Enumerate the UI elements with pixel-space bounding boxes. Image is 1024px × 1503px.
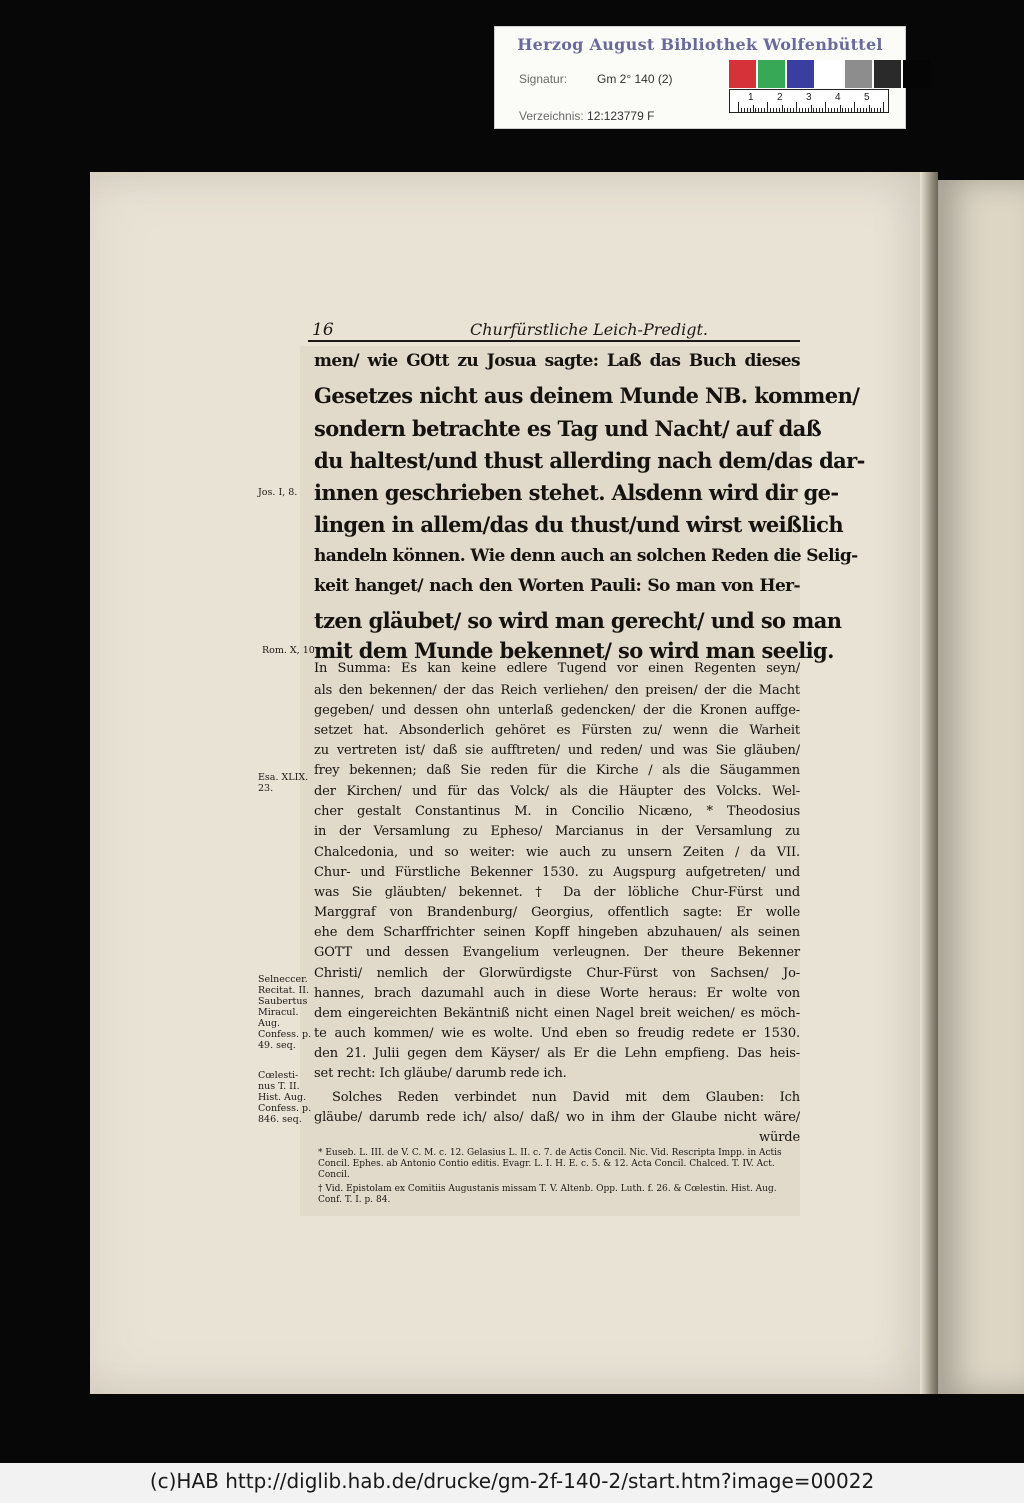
text-line: innen geschrieben stehet. Alsdenn wird dir ge- — [314, 480, 839, 505]
library-label-card — [494, 26, 906, 129]
text-line: dem eingereichten Bekäntniß nicht einen Nagel breit weichen/ es möch- — [314, 1006, 800, 1021]
text-line: setzet hat. Absonderlich gehöret es Fürsten zu/ wenn die Warheit — [314, 723, 800, 738]
color-swatch — [816, 60, 843, 88]
ruler-tick — [828, 108, 829, 112]
text-line: tzen gläubet/ so wird man gerecht/ und so man — [314, 608, 842, 633]
footnote-1: * Euseb. L. III. de V. C. M. c. 12. Gelasius L. II. c. 7. de Actis Concil. Nic. Vid. Rescripta Impp. in Actis Concil. Ephes. ab Antonio Contio editis. Evagr. L. I. H. E. c. 5. & 12. Acta Concil. Chalced. T. IV. Act. Concil. — [318, 1148, 782, 1180]
ruler-number: 1 — [748, 92, 754, 103]
ruler-tick — [793, 108, 794, 112]
color-swatch — [758, 60, 785, 88]
text-line: Chalcedonia, und so weiter: wie auch zu unsern Zeiten / da VII. — [314, 845, 800, 860]
text-line: mit dem Munde bekennet/ so wird man seelig. — [314, 638, 834, 663]
text-line: te auch kommen/ wie es wolte. Und eben so freudig redete er 1530. — [314, 1026, 800, 1041]
ruler-tick — [758, 108, 759, 112]
ruler-tick — [825, 102, 826, 112]
ruler-tick — [787, 108, 788, 112]
text-line: als den bekennen/ der das Reich verliehen/ den preisen/ der die Macht — [314, 683, 800, 698]
ruler-tick — [790, 108, 791, 112]
text-line: was Sie gläubten/ bekennet. † Da der löbliche Chur-Fürst und — [314, 885, 800, 900]
signatur-value: Gm 2° 140 (2) — [597, 72, 673, 86]
margin-note-esa: Esa. XLIX. 23. — [258, 772, 309, 794]
ruler-tick — [840, 105, 841, 112]
ruler-tick — [845, 108, 846, 112]
verzeichnis-row — [519, 109, 654, 123]
scale-ruler — [729, 89, 889, 113]
text-line: du haltest/und thust allerding nach dem/das dar- — [314, 448, 865, 473]
ruler-number: 5 — [864, 92, 870, 103]
ruler-tick — [782, 105, 783, 112]
ruler-tick — [753, 105, 754, 112]
text-line: gläube/ darumb rede ich/ also/ daß/ wo in ihm der Glaube nicht wäre/ — [314, 1110, 800, 1125]
margin-note-rom: Rom. X, 10 — [262, 645, 315, 656]
ruler-tick — [863, 108, 864, 112]
verzeichnis-value: 12:123779 F — [587, 109, 655, 123]
color-swatch — [729, 60, 756, 88]
margin-note-coelestinus: Cœlesti-nus T. II. Hist. Aug. Confess. p. 846. seq. — [258, 1070, 312, 1125]
ruler-tick — [767, 102, 768, 112]
ruler-tick — [773, 108, 774, 112]
text-line: sondern betrachte es Tag und Nacht/ auf daß — [314, 416, 822, 441]
ruler-tick — [770, 108, 771, 112]
text-line: gegeben/ und dessen ohn unterlaß gedencken/ der die Kronen auffge- — [314, 703, 800, 718]
ruler-tick — [802, 108, 803, 112]
ruler-tick — [755, 108, 756, 112]
ruler-tick — [874, 108, 875, 112]
ruler-tick — [834, 108, 835, 112]
text-line: in der Versamlung zu Epheso/ Marcianus in der Versamlung zu — [314, 824, 800, 839]
ruler-tick — [851, 108, 852, 112]
text-line: Chur- und Fürstliche Bekenner 1530. zu Augspurg aufgetreten/ und — [314, 865, 800, 880]
text-line: der Kirchen/ und für das Volck/ als die Häupter des Volcks. Wel- — [314, 784, 800, 799]
ruler-tick — [811, 105, 812, 112]
ruler-tick — [816, 108, 817, 112]
ruler-tick — [866, 108, 867, 112]
ruler-tick — [819, 108, 820, 112]
text-line: Christi/ nemlich der Glorwürdigste Chur-Fürst von Sachsen/ Jo- — [314, 966, 800, 981]
ruler-tick — [799, 108, 800, 112]
library-name: Herzog August Bibliothek Wolfenbüttel — [517, 35, 883, 54]
text-line: Gesetzes nicht aus deinem Munde NB. kommen/ — [314, 383, 860, 408]
text-line: zu vertreten ist/ daß sie aufftreten/ und reden/ und was Sie gläuben/ — [314, 743, 800, 758]
text-line: In Summa: Es kan keine edlere Tugend vor einen Regenten seyn/ — [314, 661, 800, 676]
head-rule — [308, 340, 800, 342]
ruler-tick — [822, 108, 823, 112]
text-line: den 21. Julii gegen dem Käyser/ als Er die Lehn empfieng. Das heis- — [314, 1046, 800, 1061]
signatur-row — [519, 72, 673, 86]
text-line: keit hanget/ nach den Worten Pauli: So man von Her- — [314, 576, 800, 596]
text-line: Marggraf von Brandenburg/ Georgius, offentlich sagte: Er wolle — [314, 905, 800, 920]
page-number: 16 — [312, 320, 334, 340]
color-swatch — [874, 60, 901, 88]
ruler-tick — [831, 108, 832, 112]
credit-bar — [0, 1463, 1024, 1503]
margin-note-selneccer: Selneccer. Recitat. II. Saubertus Miracul. Aug. Confess. p. 49. seq. — [258, 974, 312, 1051]
text-line: lingen in allem/das du thust/und wirst weißlich — [314, 512, 843, 537]
ruler-tick — [784, 108, 785, 112]
ruler-tick — [744, 108, 745, 112]
running-head: Churfürstliche Leich-Predigt. — [470, 320, 708, 339]
ruler-tick — [848, 108, 849, 112]
ruler-number: 4 — [835, 92, 841, 103]
ruler-tick — [750, 108, 751, 112]
color-swatch — [787, 60, 814, 88]
color-calibration-swatches — [729, 60, 932, 88]
color-swatch — [903, 60, 930, 88]
signatur-label: Signatur: — [519, 72, 568, 86]
ruler-tick — [805, 108, 806, 112]
ruler-number: 3 — [806, 92, 812, 103]
right-page-edge — [936, 180, 1024, 1394]
ruler-tick — [857, 108, 858, 112]
ruler-tick — [808, 108, 809, 112]
text-line: Solches Reden verbindet nun David mit dem Glauben: Ich — [332, 1090, 800, 1105]
ruler-tick — [738, 102, 739, 112]
ruler-tick — [842, 108, 843, 112]
ruler-tick — [796, 102, 797, 112]
color-swatch — [845, 60, 872, 88]
ruler-tick — [869, 105, 870, 112]
text-line: set recht: Ich gläube/ darumb rede ich. — [314, 1066, 567, 1081]
text-block-tint — [300, 346, 865, 1216]
ruler-tick — [747, 108, 748, 112]
text-line: hannes, brach dazumahl auch in diese Worte heraus: Er wolte von — [314, 986, 800, 1001]
ruler-tick — [761, 108, 762, 112]
page-gutter — [920, 172, 938, 1394]
ruler-tick — [813, 108, 814, 112]
text-line: men/ wie GOtt zu Josua sagte: Laß das Buch dieses — [314, 351, 800, 371]
text-line: GOTT und dessen Evangelium verleugnen. Der theure Bekenner — [314, 945, 800, 960]
ruler-tick — [779, 108, 780, 112]
ruler-tick — [860, 108, 861, 112]
text-line: ehe dem Scharffrichter seinen Kopff hingeben abzuhauen/ als seinen — [314, 925, 800, 940]
margin-note-jos: Jos. I, 8. — [258, 487, 298, 498]
text-line: würde — [759, 1130, 800, 1145]
footnote-2: † Vid. Epistolam ex Comitiis Augustanis missam T. V. Altenb. Opp. Luth. f. 26. & Cœlestin. Hist. Aug. Conf. T. I. p. 84. — [318, 1184, 777, 1205]
ruler-tick — [776, 108, 777, 112]
credit-text: (c)HAB http://diglib.hab.de/drucke/gm-2f-140-2/start.htm?image=00022 — [149, 1469, 875, 1493]
text-line: frey bekennen; daß Sie reden für die Kirche / als die Säugammen — [314, 763, 800, 778]
text-line: cher gestalt Constantinus M. in Concilio Nicæno, * Theodosius — [314, 804, 800, 819]
ruler-tick — [877, 108, 878, 112]
ruler-tick — [764, 108, 765, 112]
text-line: handeln können. Wie denn auch an solchen Reden die Selig- — [314, 546, 858, 566]
ruler-number: 2 — [777, 92, 783, 103]
ruler-tick — [883, 102, 884, 112]
ruler-tick — [837, 108, 838, 112]
ruler-tick — [741, 108, 742, 112]
ruler-tick — [880, 108, 881, 112]
ruler-tick — [854, 102, 855, 112]
ruler-tick — [871, 108, 872, 112]
verzeichnis-label: Verzeichnis: — [519, 109, 584, 123]
